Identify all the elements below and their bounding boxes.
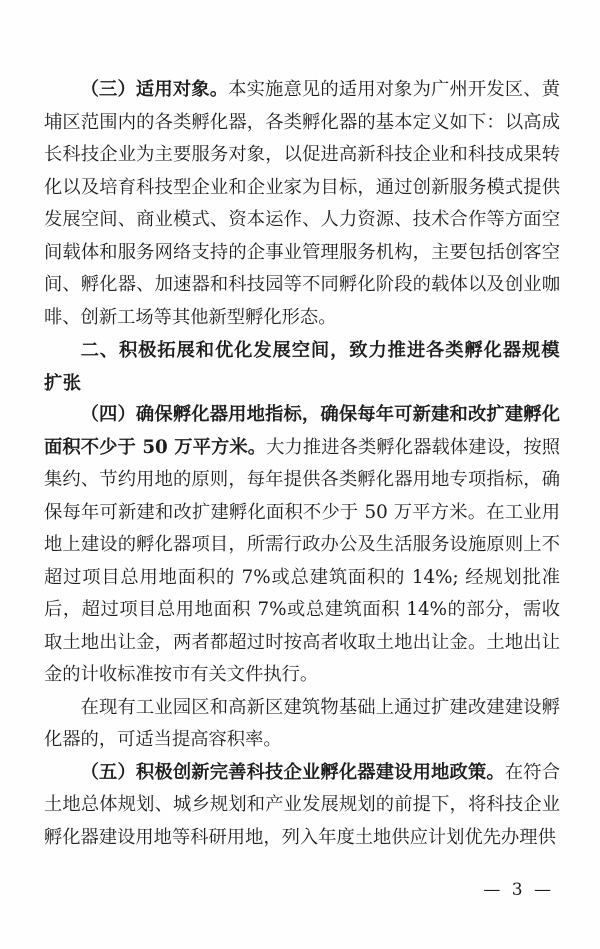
document-content	[44, 74, 560, 854]
paragraph-lead: （四）确保孵化器用地指标，确保每年可新建和改扩建孵化面积不少于 50 万平方米。	[44, 404, 560, 458]
paragraph-lead: （五）积极创新完善科技企业孵化器建设用地政策。	[80, 761, 505, 783]
page-number: — 3 —	[483, 880, 554, 900]
paragraph-applicable-targets	[44, 74, 560, 334]
paragraph-land-policy	[44, 757, 560, 855]
paragraph-body: 在现有工业园区和高新区建筑物基础上通过扩建改建建设孵化器的，可适当提高容积率。	[44, 696, 560, 750]
paragraph-plot-ratio	[44, 692, 560, 757]
paragraph-body: 本实施意见的适用对象为广州开发区、黄埔区范围内的各类孵化器，各类孵化器的基本定义如下：以高成长科技企业为主要服务对象，以促进高新科技企业和科技成果转化以及培育科技型企业和企业家为目标，通过创新服务模式提供发展空间、商业模式、资本运作、人力资源、技术合作等方面空间载体和服务网络支持的企事业管理服务机构，主要包括创客空间、孵化器、加速器和科技园等不同孵化阶段的载体以及创业咖啡、创新工场等其他新型孵化形态。	[44, 79, 561, 328]
paragraph-body: 大力推进各类孵化器载体建设，按照集约、节约用地的原则，每年提供各类孵化器用地专项指标，确保每年可新建和改扩建孵化面积不少于 50 万平方米。在工业用地上建设的孵化器项目，所需行政办公及生活服务设施原则上不超过项目总用地面积的 7%或总建筑面积的 14%; 经规划批准后，超过项目总用地面积 7%或总建筑面积 14%的部分，需收取土地出让金，两者都超过时按高者收取土地出让金。土地出让金的计收标准按市有关文件执行。	[44, 436, 561, 685]
paragraph-land-quota	[44, 399, 560, 692]
heading-text: 二、积极拓展和优化发展空间，致力推进各类孵化器规模扩张	[44, 339, 560, 393]
paragraph-body: 在符合土地总体规划、城乡规划和产业发展规划的前提下，将科技企业孵化器建设用地等科研用地，列入年度土地供应计划优先办理供	[44, 761, 560, 848]
paragraph-lead: （三）适用对象。	[80, 79, 229, 100]
section-heading-2	[44, 334, 560, 399]
